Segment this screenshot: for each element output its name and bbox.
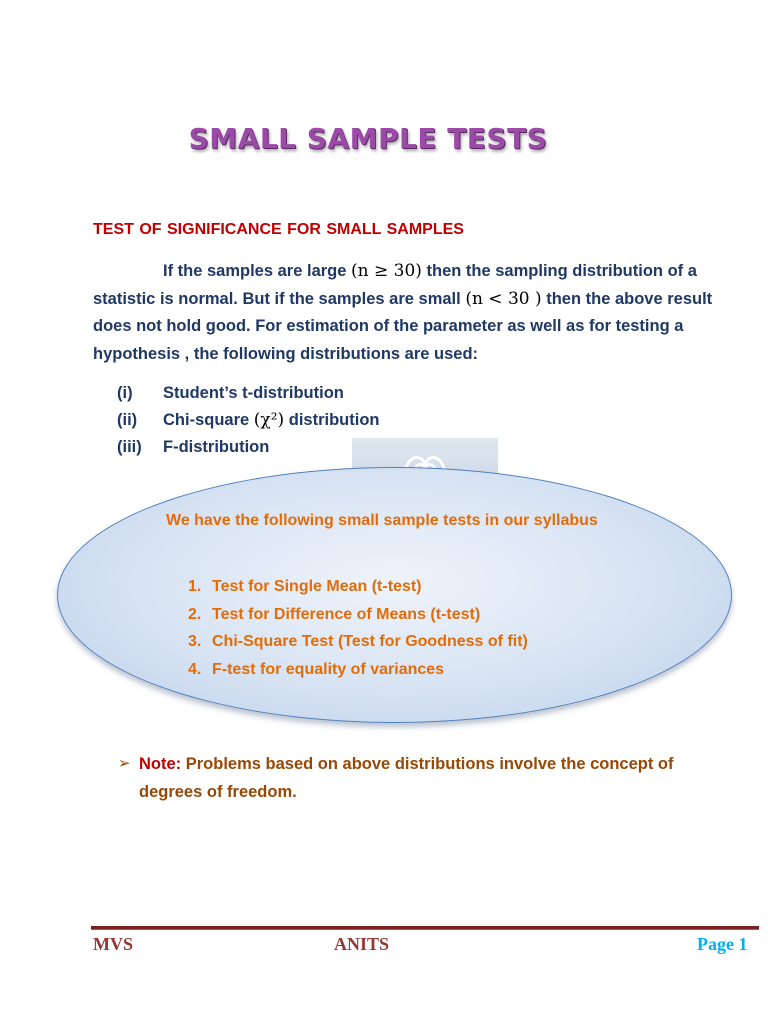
section-heading: TEST OF SIGNIFICANCE FOR SMALL SAMPLES <box>93 221 464 238</box>
list-item-text: F-distribution <box>163 438 270 456</box>
list-item-text: Chi-square <box>163 411 254 429</box>
paragraph-part-2: then the sampling distribution of a statistic is normal. But if the samples are small <box>93 262 697 308</box>
list-item-number: (iii) <box>117 438 142 456</box>
arrow-bullet-icon: ➢ <box>118 755 131 772</box>
footer-author: MVS <box>93 934 133 954</box>
footer-institution: ANITS <box>334 934 390 954</box>
page-number: Page 1 <box>697 934 748 954</box>
list-item <box>117 407 380 434</box>
list-item <box>188 628 528 656</box>
list-item-text: Chi-Square Test (Test for Goodness of fit) <box>212 633 528 650</box>
intro-paragraph <box>93 258 755 368</box>
list-item <box>117 380 380 407</box>
list-item-text: Test for Difference of Means (t-test) <box>212 605 481 623</box>
list-item-number: 3. <box>188 633 202 650</box>
math-large-sample: (n ≥ 30) <box>351 261 422 281</box>
callout-intro: We have the following small sample tests in our syllabus <box>166 512 598 529</box>
note-block <box>118 750 738 806</box>
list-item-text: F-test for equality of variances <box>212 660 445 678</box>
paragraph-part-3: then the above result does not hold good. For estimation of the parameter as well as for testing a hypothesis , the following distributions are used: <box>93 289 713 363</box>
list-item-number: (i) <box>117 384 133 402</box>
list-item-number: (ii) <box>117 411 138 429</box>
list-item-text-suffix: distribution <box>284 411 380 429</box>
list-item-number: 4. <box>188 660 202 678</box>
list-item <box>117 434 380 461</box>
distribution-list <box>117 380 380 461</box>
list-item <box>188 573 528 601</box>
list-item <box>188 656 528 684</box>
note-text <box>118 750 738 806</box>
tests-list <box>188 573 528 683</box>
list-item-text: Student’s t-distribution <box>163 384 344 402</box>
list-item <box>188 601 528 629</box>
list-item-text: Test for Single Mean (t-test) <box>212 578 422 595</box>
paragraph-part-1: If the samples are large <box>163 262 352 280</box>
note-body: Problems based on above distributions involve the concept of degrees of freedom. <box>139 755 674 801</box>
math-small-sample: (n < 30 ) <box>465 288 542 309</box>
note-label: Note: <box>139 755 182 773</box>
math-chi-square: (χ²) <box>253 410 285 430</box>
list-item-number: 2. <box>188 605 202 623</box>
page-title: SMALL SAMPLE TESTS <box>188 122 548 155</box>
list-item-number: 1. <box>188 578 202 595</box>
footer-divider <box>91 926 759 930</box>
